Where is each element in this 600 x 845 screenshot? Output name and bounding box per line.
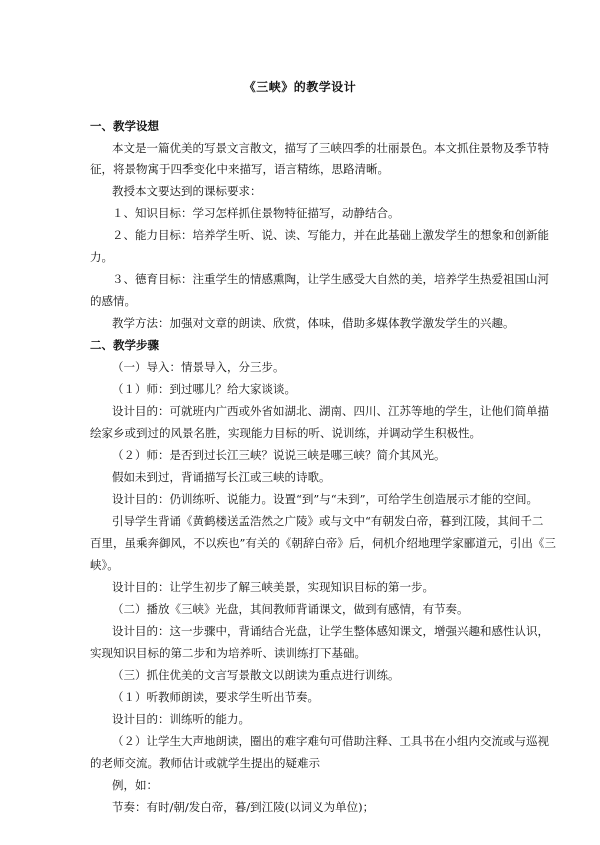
- paragraph-line: 的感情。: [90, 294, 136, 308]
- paragraph-line: 设计目的：训练听的能力。: [112, 712, 250, 726]
- paragraph-line: （２）让学生大声地朗读，圈出的难字难句可借助注释、工具书在小组内交流或与巡视: [112, 734, 549, 748]
- paragraph-line: 实现知识目标的第二步和为培养听、读训练打下基础。: [90, 646, 366, 660]
- paragraph-line: 力。: [90, 250, 113, 264]
- paragraph-line: 假如未到过，背诵描写长江或三峡的诗歌。: [112, 470, 331, 484]
- paragraph-line: ２、能力目标：培养学生听、说、读、写能力，并在此基础上激发学生的想象和创新能: [112, 228, 549, 242]
- paragraph-line: 引导学生背诵《黄鹤楼送孟浩然之广陵》或与文中“有朝发白帝，暮到江陵，其间千二: [112, 514, 544, 528]
- paragraph-line: 设计目的：这一步骤中，背诵结合光盘，让学生整体感知课文，增强兴趣和感性认识，: [112, 624, 549, 638]
- paragraph-line: 设计目的：仍训练听、说能力。设置“到”与“未到”，可给学生创造展示才能的空间。: [112, 492, 539, 506]
- paragraph-line: 例，如：: [112, 778, 158, 792]
- paragraph-line: 本文是一篇优美的写景文言散文，描写了三峡四季的壮丽景色。本文抓住景物及季节特: [112, 141, 549, 155]
- paragraph-line: 教授本文要达到的课标要求：: [112, 184, 262, 198]
- paragraph-line: 的老师交流。教师估计或就学生提出的疑难示: [90, 756, 320, 770]
- paragraph-line: 节奏：有时/朝/发白帝，暮/到江陵(以词义为单位)；: [112, 800, 375, 814]
- paragraph-line: １、知识目标：学习怎样抓住景物特征描写，动静结合。: [112, 206, 400, 220]
- paragraph-line: 征，将景物寓于四季变化中来描写，语言精练，思路清晰。: [90, 162, 389, 176]
- section-heading: 一、教学设想: [90, 119, 159, 133]
- paragraph-line: 设计目的：让学生初步了解三峡美景，实现知识目标的第一步。: [112, 580, 434, 594]
- paragraph-line: 百里，虽乘奔御风，不以疾也”有关的《朝辞白帝》后，伺机介绍地理学家郦道元，引出《三: [90, 536, 556, 550]
- paragraph-line: 绘家乡或到过的风景名胜，实现能力目标的听、说训练，并调动学生积极性。: [90, 426, 481, 440]
- paragraph-line: （三）抓住优美的文言写景散文以朗读为重点进行训练。: [112, 668, 400, 682]
- paragraph-line: 教学方法：加强对文章的朗读、欣赏，体味，借助多媒体教学激发学生的兴趣。: [112, 316, 515, 330]
- paragraph-line: （二）播放《三峡》光盘，其间教师背诵课文，做到有感情，有节奏。: [112, 602, 469, 616]
- paragraph-line: （一）导入：情景导入，分三步。: [112, 360, 285, 374]
- paragraph-line: （１）师：到过哪儿？给大家谈谈。: [112, 382, 296, 396]
- paragraph-line: 设计目的：可就班内广西或外省如湖北、湖南、四川、江苏等地的学生，让他们简单描: [112, 404, 549, 418]
- paragraph-line: 峡》。: [90, 558, 119, 572]
- paragraph-line: ３、德育目标：注重学生的情感熏陶，让学生感受大自然的美，培养学生热爱祖国山河: [112, 272, 549, 286]
- section-heading: 二、教学步骤: [90, 338, 159, 352]
- document-title: 《三峡》的教学设计: [243, 80, 357, 94]
- paragraph-line: （２）师：是否到过长江三峡？说说三峡是哪三峡？简介其风光。: [112, 448, 446, 462]
- paragraph-line: （１）听教师朗读，要求学生听出节奏。: [112, 690, 319, 704]
